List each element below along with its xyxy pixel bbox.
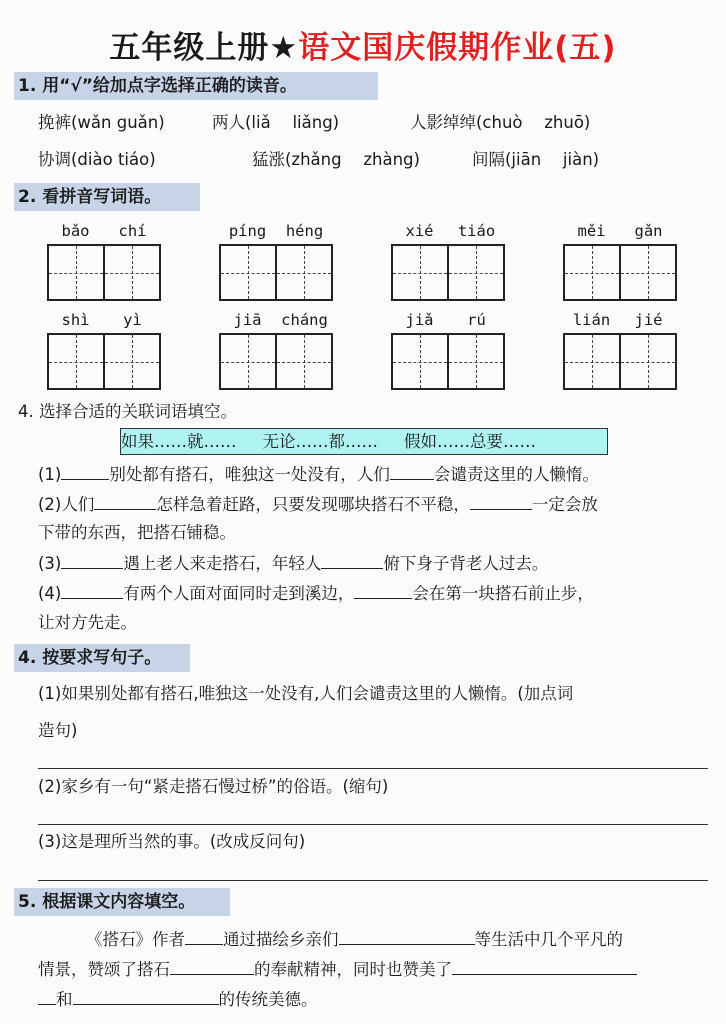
q-text: 有两个人面对面同时走到溪边，	[123, 584, 355, 603]
section4-header: 4. 按要求写句子。	[14, 644, 190, 672]
question-4	[38, 582, 594, 605]
character-cell[interactable]	[221, 246, 277, 299]
q-num: (1)	[38, 465, 62, 484]
pinyin-syllable: héng	[285, 222, 324, 240]
pronunciation-item: 人影绰绰(chuò zhuō)	[410, 113, 591, 132]
answer-line[interactable]	[38, 768, 708, 769]
pinyin-syllable: rú	[467, 311, 486, 329]
question-2	[38, 493, 598, 516]
pinyin-label	[47, 222, 161, 240]
pinyin-label	[219, 222, 333, 240]
answer-blank[interactable]	[339, 928, 475, 945]
character-cell[interactable]	[49, 335, 105, 388]
answer-blank[interactable]	[470, 493, 532, 510]
sentence-task-1-cont: 造句)	[38, 721, 78, 740]
pronunciation-item: 两人(liǎ liǎng)	[212, 113, 340, 132]
pinyin-syllable: jiǎ	[405, 311, 434, 329]
fill-paragraph-line1	[86, 928, 623, 951]
pinyin-label	[391, 222, 505, 240]
q-text: (2)人们	[38, 495, 95, 514]
pinyin-syllable: píng	[228, 222, 267, 240]
p-text: 的奉献精神，同时也赞美了	[254, 960, 452, 979]
section5-header: 5. 根据课文内容填空。	[14, 888, 230, 916]
character-cell[interactable]	[449, 246, 503, 299]
answer-line[interactable]	[38, 824, 708, 825]
pinyin-syllable: yì	[123, 311, 142, 329]
pinyin-syllable: gǎn	[634, 222, 663, 240]
q-text: 俯下身子背老人过去。	[383, 554, 549, 573]
q-text: 怎样急着赶路，只要发现哪块搭石不平稳，	[156, 495, 470, 514]
p-text: 情景，赞颂了搭石	[38, 960, 170, 979]
fill-paragraph-line3	[38, 988, 318, 1011]
answer-blank[interactable]	[94, 493, 156, 510]
p-text: 通过描绘乡亲们	[223, 930, 339, 949]
writing-grid	[391, 333, 505, 390]
pinyin-syllable: jiā	[233, 311, 262, 329]
pinyin-label	[391, 311, 505, 329]
question-3	[38, 552, 548, 575]
option: 假如……总要……	[404, 432, 536, 451]
answer-blank[interactable]	[390, 463, 434, 480]
writing-grid	[219, 333, 333, 390]
sentence-task-1: (1)如果别处都有搭石,唯独这一处没有,人们会谴责这里的人懒惰。(加点词	[38, 684, 574, 703]
character-cell[interactable]	[393, 246, 449, 299]
pinyin-syllable: cháng	[281, 311, 328, 329]
writing-grid	[563, 333, 677, 390]
pinyin-syllable: chí	[118, 222, 147, 240]
answer-blank[interactable]	[38, 988, 56, 1005]
pinyin-syllable: xié	[405, 222, 434, 240]
option: 如果……就……	[121, 432, 237, 451]
character-cell[interactable]	[449, 335, 503, 388]
character-cell[interactable]	[393, 335, 449, 388]
section1-header: 1. 用“√”给加点字选择正确的读音。	[14, 72, 378, 100]
sentence-task-2: (2)家乡有一句“紧走搭石慢过桥”的俗语。(缩句)	[38, 777, 389, 796]
title-grade: 五年级上册★	[109, 30, 299, 66]
pinyin-syllable: měi	[577, 222, 606, 240]
p-text: 的传统美德。	[218, 990, 318, 1009]
answer-blank[interactable]	[452, 958, 637, 975]
answer-blank[interactable]	[321, 552, 383, 569]
q-num: (4)	[38, 584, 62, 603]
q-text: 别处都有搭石，唯独这一处没有，人们	[109, 465, 390, 484]
option: 无论……都……	[262, 432, 378, 451]
answer-line[interactable]	[38, 880, 708, 881]
pronunciation-item: 协调(diào tiáo)	[38, 150, 156, 169]
writing-grid	[47, 333, 161, 390]
pinyin-syllable: tiáo	[457, 222, 496, 240]
answer-blank[interactable]	[185, 928, 223, 945]
character-cell[interactable]	[621, 246, 675, 299]
character-cell[interactable]	[565, 335, 621, 388]
q-text: 会在第一块搭石前止步，	[412, 584, 594, 603]
character-cell[interactable]	[277, 335, 331, 388]
section3-header: 4. 选择合适的关联词语填空。	[18, 402, 237, 421]
question-2-cont: 下带的东西，把搭石铺稳。	[38, 523, 236, 542]
q-text: 会谴责这里的人懒惰。	[433, 465, 599, 484]
section2-header: 2. 看拼音写词语。	[14, 183, 200, 211]
pinyin-syllable: lián	[572, 311, 611, 329]
pinyin-syllable: jié	[634, 311, 663, 329]
fill-paragraph-line2	[38, 958, 637, 981]
answer-blank[interactable]	[61, 463, 109, 480]
character-cell[interactable]	[621, 335, 675, 388]
pronunciation-item: 猛涨(zhǎng zhàng)	[252, 150, 420, 169]
q-text: 一定会放	[531, 495, 598, 514]
sentence-task-3: (3)这是理所当然的事。(改成反问句)	[38, 832, 306, 851]
writing-grid	[391, 244, 505, 301]
character-cell[interactable]	[221, 335, 277, 388]
writing-grid	[219, 244, 333, 301]
pinyin-syllable: shì	[61, 311, 90, 329]
answer-blank[interactable]	[170, 958, 254, 975]
pronunciation-item: 挽裤(wǎn guǎn)	[38, 113, 165, 132]
question-4-cont: 让对方先走。	[38, 613, 137, 632]
question-1	[38, 463, 599, 486]
character-cell[interactable]	[105, 246, 159, 299]
conjunction-options-box	[120, 428, 608, 455]
character-cell[interactable]	[105, 335, 159, 388]
p-text: 和	[56, 990, 73, 1009]
answer-blank[interactable]	[61, 552, 123, 569]
character-cell[interactable]	[277, 246, 331, 299]
p-text: 《搭石》作者	[86, 930, 185, 949]
answer-blank[interactable]	[354, 582, 412, 599]
writing-grid	[563, 244, 677, 301]
pronunciation-item: 间隔(jiān jiàn)	[472, 150, 600, 169]
title-homework: 语文国庆假期作业(五)	[298, 30, 617, 66]
q-text: 遇上老人来走搭石，年轻人	[123, 554, 322, 573]
writing-grid	[47, 244, 161, 301]
pinyin-syllable: bǎo	[61, 222, 90, 240]
answer-blank[interactable]	[61, 582, 123, 599]
pinyin-label	[563, 222, 677, 240]
p-text: 等生活中几个平凡的	[474, 930, 623, 949]
page-title	[0, 22, 726, 67]
pinyin-label	[219, 311, 333, 329]
q-num: (3)	[38, 554, 62, 573]
pinyin-label	[563, 311, 677, 329]
answer-blank[interactable]	[73, 988, 219, 1005]
character-cell[interactable]	[49, 246, 105, 299]
pinyin-label	[47, 311, 161, 329]
character-cell[interactable]	[565, 246, 621, 299]
